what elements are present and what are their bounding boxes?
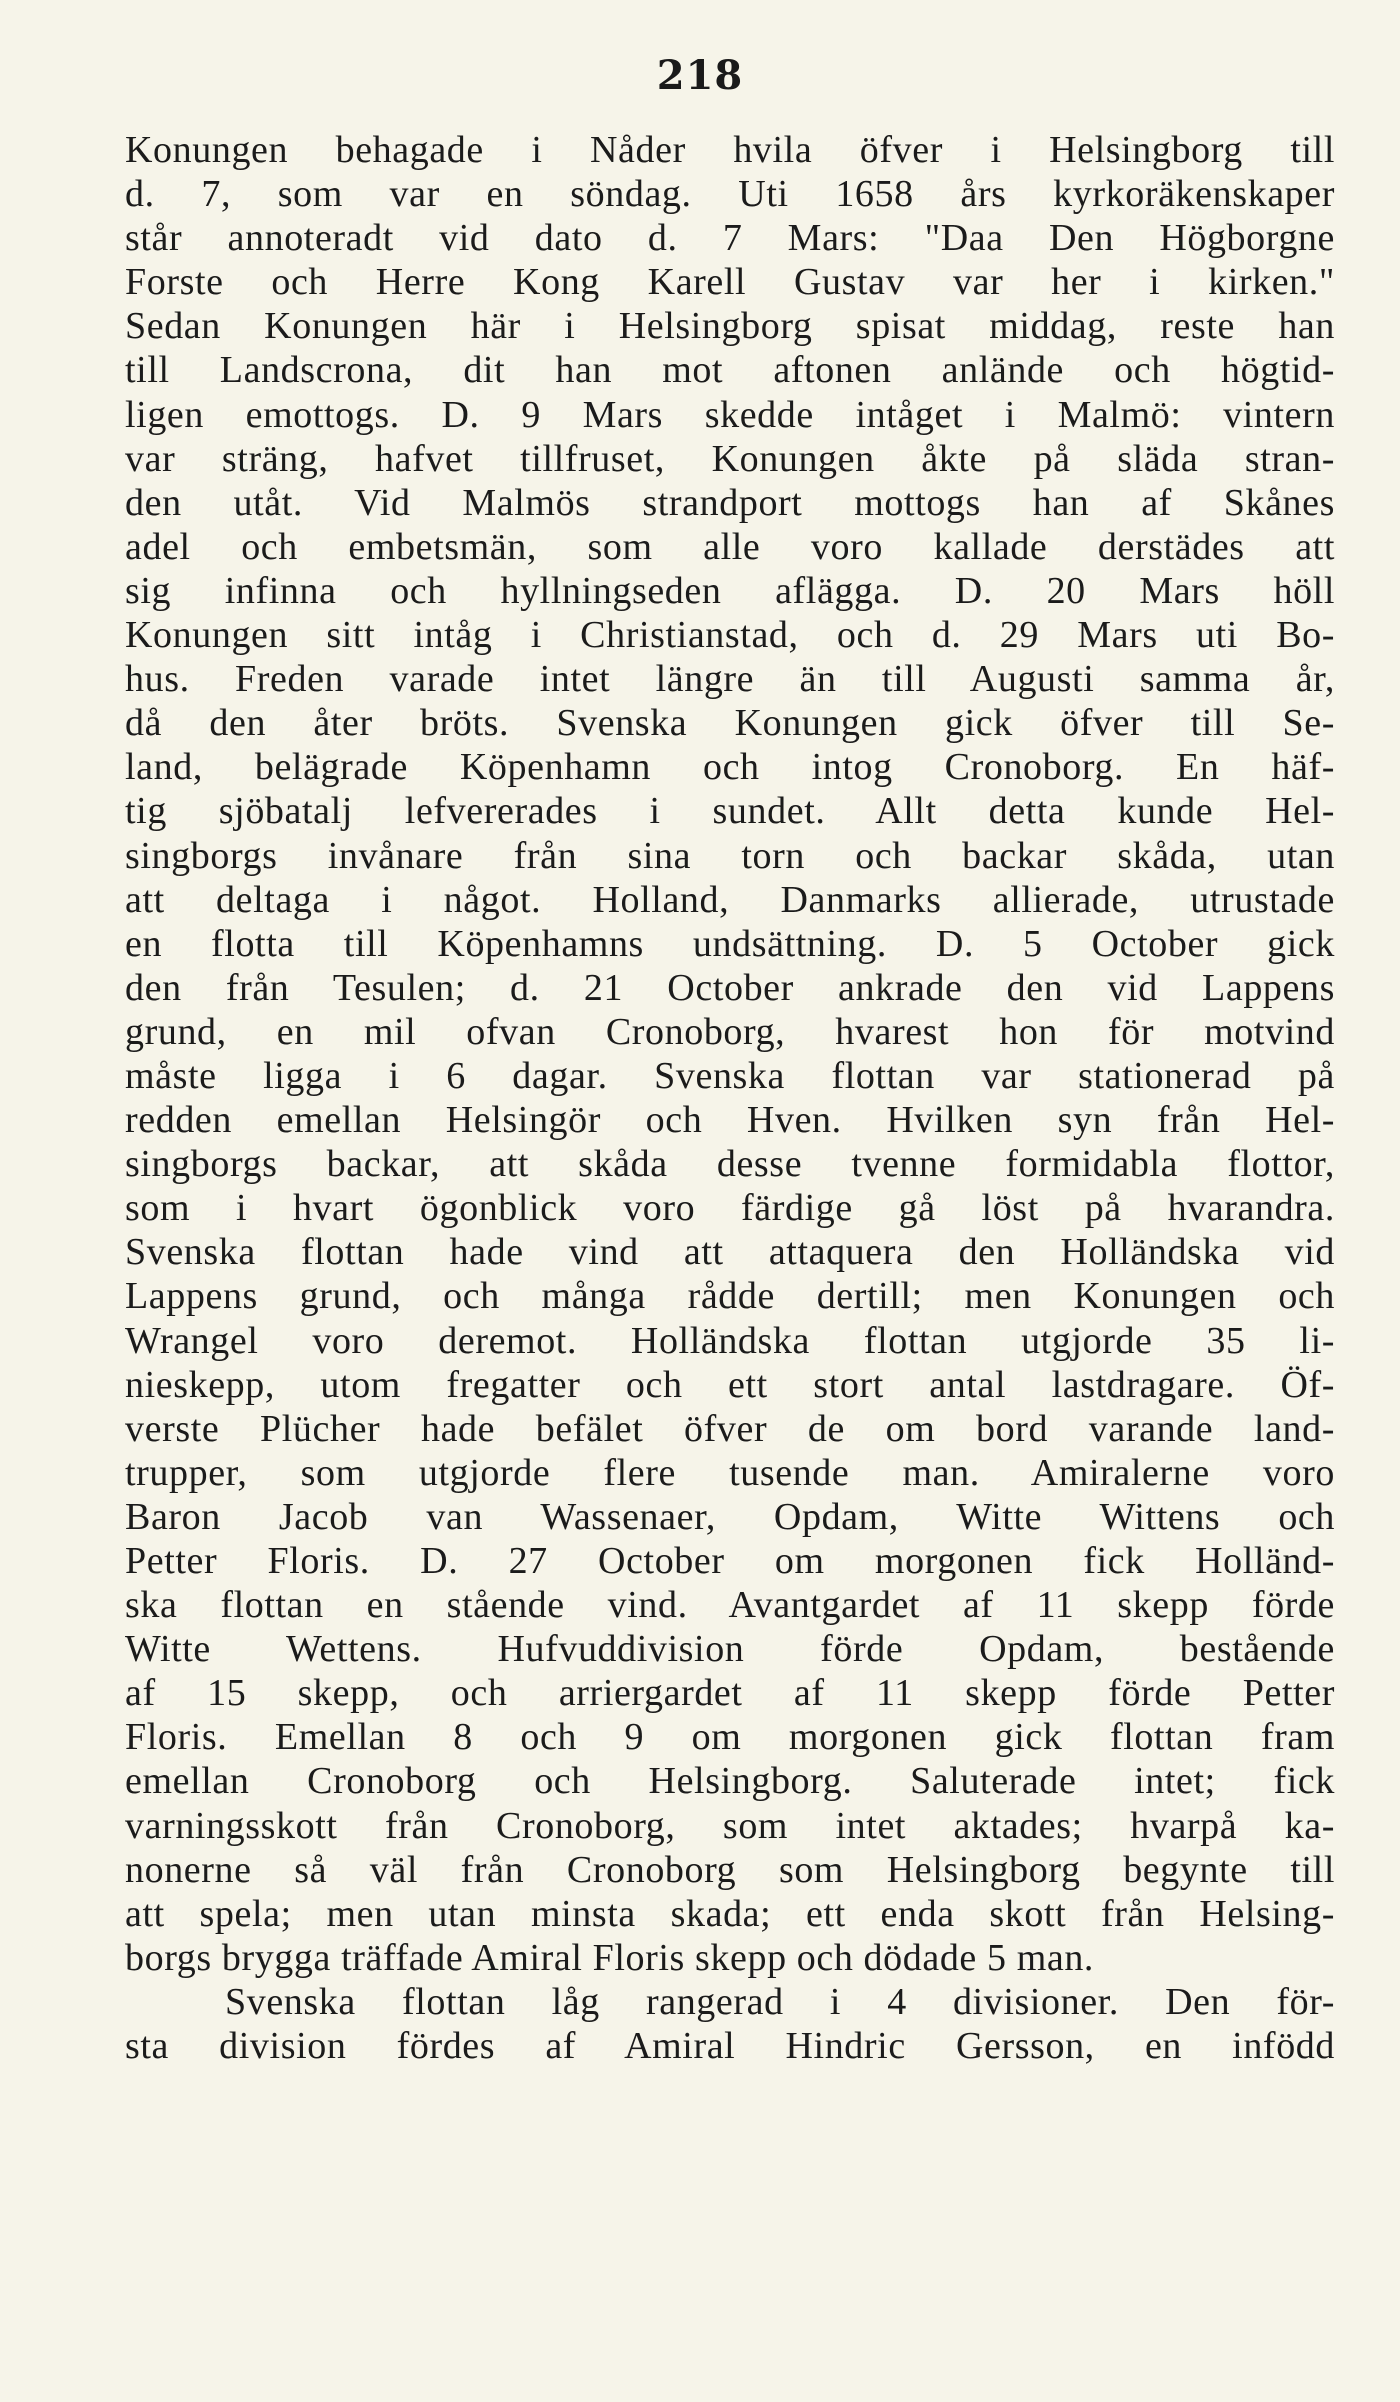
text-line: då den åter bröts. Svenska Konungen gick öfver till Se- — [125, 702, 1335, 745]
text-line: Konungen behagade i Nåder hvila öfver i Helsingborg till — [125, 129, 1335, 171]
text-line: Floris. Emellan 8 och 9 om morgonen gick flottan fram — [125, 1716, 1335, 1759]
text-line: emellan Cronoborg och Helsingborg. Saluterade intet; fick — [125, 1760, 1335, 1803]
text-line: varningsskott från Cronoborg, som intet aktades; hvarpå ka- — [125, 1804, 1335, 1847]
text-line: borgs brygga träffade Amiral Floris skepp och dödade 5 man. — [125, 1936, 1095, 1979]
text-line: ska flottan en stående vind. Avantgardet af 11 skepp förde — [125, 1584, 1335, 1627]
text-line: står annoteradt vid dato d. 7 Mars: "Daa Den Högborgne — [125, 217, 1335, 260]
text-line: den från Tesulen; d. 21 October ankrade den vid Lappens — [125, 966, 1335, 1009]
text-line: singborgs backar, att skåda desse tvenne formidabla flottor, — [125, 1143, 1335, 1186]
text-line: Svenska flottan hade vind att attaquera den Holländska vid — [125, 1231, 1335, 1274]
text-line: till Landscrona, dit han mot aftonen anlände och högtid- — [125, 349, 1335, 392]
text-line: af 15 skepp, och arriergardet af 11 skepp förde Petter — [125, 1672, 1335, 1715]
text-line: en flotta till Köpenhamns undsättning. D. 5 October gick — [125, 922, 1335, 965]
text-line: som i hvart ögonblick voro färdige gå löst på hvarandra. — [125, 1187, 1335, 1230]
text-line: singborgs invånare från sina torn och backar skåda, utan — [125, 834, 1335, 877]
text-line: sta division fördes af Amiral Hindric Gersson, en infödd — [125, 2025, 1335, 2068]
text-line: redden emellan Helsingör och Hven. Hvilken syn från Hel- — [125, 1099, 1335, 1142]
text-line: tig sjöbatalj lefvererades i sundet. Allt detta kunde Hel- — [125, 790, 1335, 833]
text-line: trupper, som utgjorde flere tusende man. Amiralerne voro — [125, 1451, 1335, 1494]
text-line: Lappens grund, och många rådde dertill; men Konungen och — [125, 1275, 1335, 1318]
body-text — [125, 128, 1335, 2068]
text-line: adel och embetsmän, som alle voro kallade derstädes att — [125, 525, 1335, 568]
text-line: var sträng, hafvet tillfruset, Konungen åkte på släda stran- — [125, 437, 1335, 480]
text-line: Svenska flottan låg rangerad i 4 divisioner. Den för- — [225, 1980, 1335, 2023]
text-line: Konungen sitt intåg i Christianstad, och d. 29 Mars uti Bo- — [125, 614, 1335, 657]
text-line: nonerne så väl från Cronoborg som Helsingborg begynte till — [125, 1848, 1335, 1891]
text-line: att spela; men utan minsta skada; ett enda skott från Helsing- — [125, 1892, 1335, 1935]
text-line: ligen emottogs. D. 9 Mars skedde intåget i Malmö: vintern — [125, 393, 1335, 436]
text-line: måste ligga i 6 dagar. Svenska flottan var stationerad på — [125, 1054, 1335, 1097]
text-line: Witte Wettens. Hufvuddivision förde Opdam, bestående — [125, 1628, 1335, 1671]
text-line: d. 7, som var en söndag. Uti 1658 års kyrkoräkenskaper — [125, 173, 1335, 216]
text-line: Sedan Konungen här i Helsingborg spisat middag, reste han — [125, 305, 1335, 348]
text-line: att deltaga i något. Holland, Danmarks allierade, utrustade — [125, 878, 1335, 921]
text-line: hus. Freden varade intet längre än till Augusti samma år, — [125, 658, 1335, 701]
text-line: Baron Jacob van Wassenaer, Opdam, Witte Wittens och — [125, 1495, 1335, 1538]
text-line: Petter Floris. D. 27 October om morgonen fick Holländ- — [125, 1540, 1335, 1582]
text-line: grund, en mil ofvan Cronoborg, hvarest hon för motvind — [125, 1010, 1335, 1053]
text-line: den utåt. Vid Malmös strandport mottogs han af Skånes — [125, 481, 1335, 524]
text-line: Forste och Herre Kong Karell Gustav var her i kirken." — [125, 261, 1335, 304]
text-line: Wrangel voro deremot. Holländska flottan utgjorde 35 li- — [125, 1319, 1335, 1362]
page-number: 218 — [656, 52, 744, 99]
text-line: sig infinna och hyllningseden aflägga. D. 20 Mars höll — [125, 569, 1335, 612]
text-line: verste Plücher hade befälet öfver de om bord varande land- — [125, 1407, 1335, 1450]
text-line: nieskepp, utom fregatter och ett stort antal lastdragare. Öf- — [125, 1363, 1335, 1406]
text-line: land, belägrade Köpenhamn och intog Cronoborg. En häf- — [125, 746, 1335, 789]
